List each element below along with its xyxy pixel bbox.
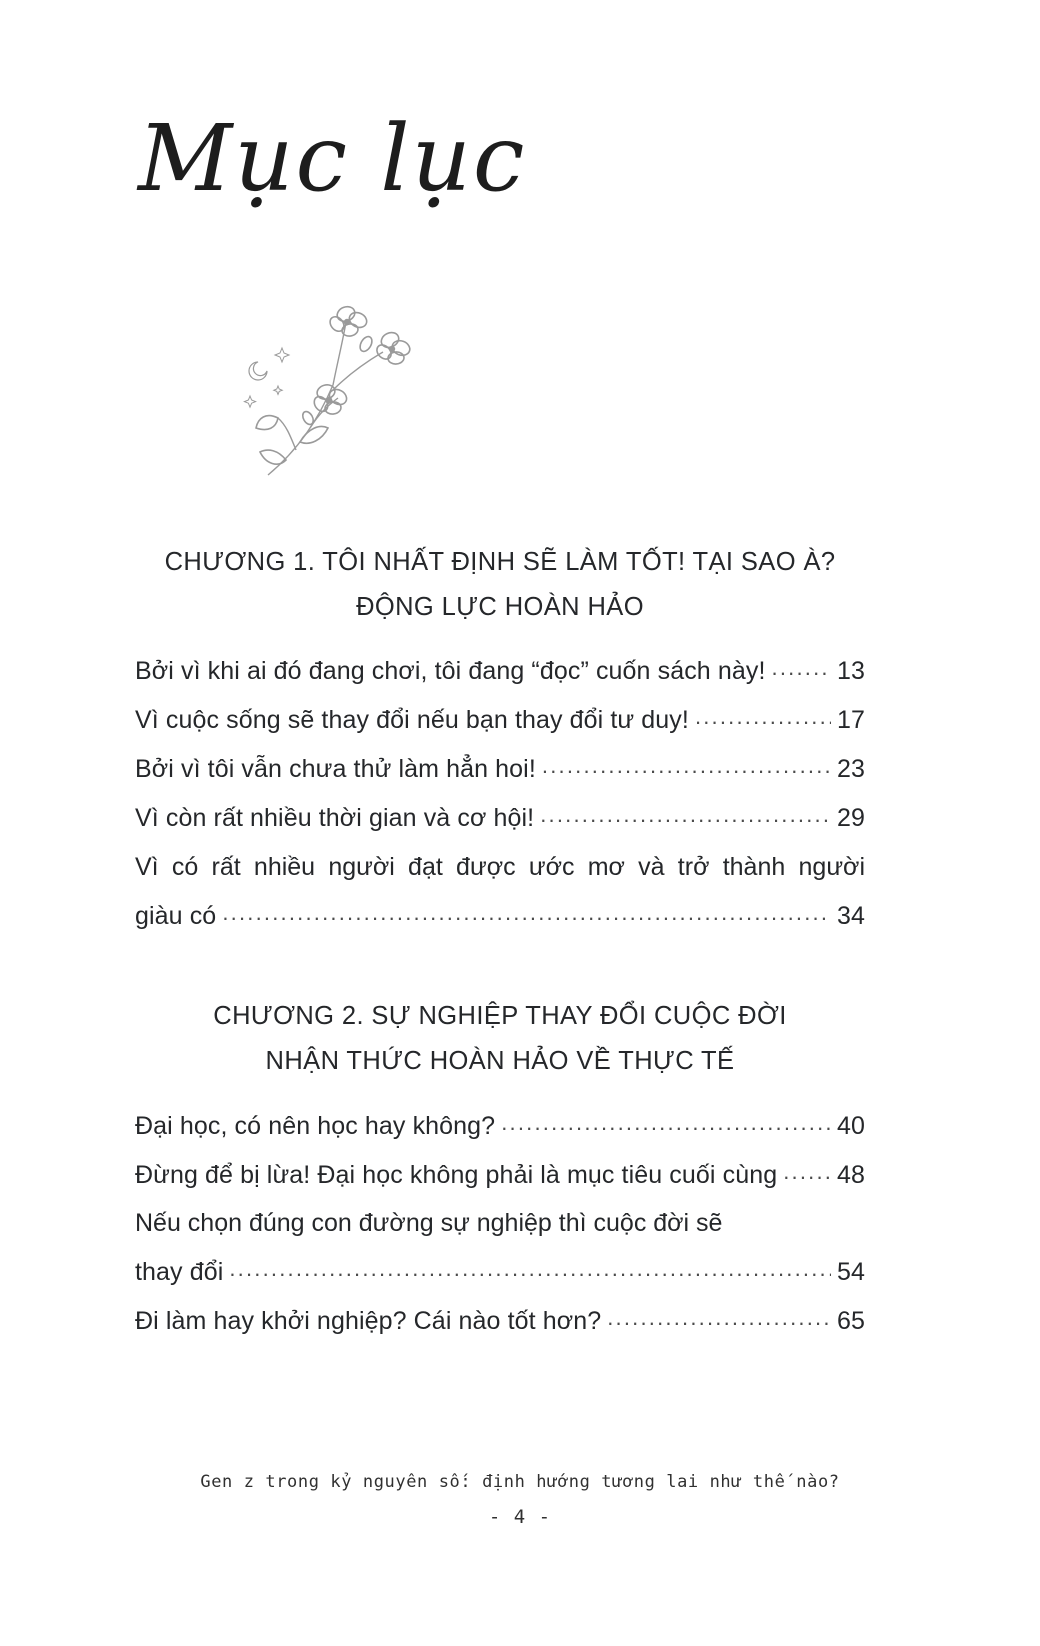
footer-book-title: Gen z trong kỷ nguyên số: định hướng tương lai như thế nào? [200,1472,840,1492]
toc-entry-page: 40 [836,1111,865,1140]
toc-entry-page: 13 [836,657,865,686]
toc-entry[interactable] [135,745,865,794]
toc-entry-text: Vì cuộc sống sẽ thay đổi nếu bạn thay đổi tư duy! [135,706,689,735]
toc-entry[interactable] [135,1151,865,1200]
toc-entry-text: Bởi vì tôi vẫn chưa thử làm hẳn hoi! [135,755,536,784]
chapter-block-1 [135,540,865,940]
chapter-heading-line1: CHƯƠNG 1. TÔI NHẤT ĐỊNH SẼ LÀM TỐT! TẠI SAO À? [164,548,836,576]
toc-entry-text: Đại học, có nên học hay không? [135,1111,496,1140]
table-of-contents [135,540,865,1354]
chapter-heading-line2: NHẬN THỨC HOÀN HẢO VỀ THỰC TẾ [265,1047,735,1076]
section-gap [135,948,865,994]
toc-entry-text: Vì còn rất nhiều thời gian và cơ hội! [135,804,535,833]
toc-entry-page: 54 [836,1258,865,1287]
toc-entry[interactable] [135,1199,865,1297]
toc-entry-page: 48 [836,1160,865,1189]
page-footer [0,1472,1040,1528]
toc-entry-text-line1: Nếu chọn đúng con đường sự nghiệp thì cuộc đời sẽ [135,1209,723,1238]
toc-entry-page: 29 [836,804,865,833]
toc-leader [695,696,831,739]
toc-entry-page: 23 [836,755,865,784]
toc-leader [501,1102,831,1145]
toc-entry-text-line2: giàu có [135,901,217,930]
toc-entry-page: 34 [836,901,865,930]
page-title: Mục lục [138,105,527,212]
chapter-heading-1 [135,540,865,629]
toc-entry-page: 65 [836,1307,865,1336]
toc-leader [222,892,831,935]
toc-leader [542,745,831,788]
toc-entry-text-line2: thay đổi [135,1258,224,1287]
toc-entry-text: Bởi vì khi ai đó đang chơi, tôi đang “đọc” cuốn sách này! [135,657,766,686]
toc-entry-page: 17 [836,706,865,735]
toc-entry-text: Đừng để bị lừa! Đại học không phải là mục tiêu cuối cùng [135,1160,778,1189]
chapter-heading-line1: CHƯƠNG 2. SỰ NGHIỆP THAY ĐỔI CUỘC ĐỜI [213,1002,787,1031]
toc-entry[interactable] [135,843,865,941]
chapter-heading-2 [135,994,865,1083]
footer-page-number: - 4 - [488,1506,552,1528]
toc-entry[interactable] [135,696,865,745]
toc-leader [772,647,831,690]
toc-leader [229,1248,831,1291]
toc-leader [607,1297,831,1340]
toc-leader [783,1151,831,1194]
toc-entry[interactable] [135,1102,865,1151]
chapter-block-2 [135,994,865,1346]
flower-sprig-icon [238,300,428,480]
toc-leader [540,794,831,837]
toc-entry[interactable] [135,1297,865,1346]
toc-entry-text-line1: Vì có rất nhiều người đạt được ước mơ và trở thành người [135,852,865,881]
toc-entry[interactable] [135,647,865,696]
chapter-heading-line2: ĐỘNG LỰC HOÀN HẢO [356,592,644,621]
toc-entry-text: Đi làm hay khởi nghiệp? Cái nào tốt hơn? [135,1307,602,1336]
toc-entry[interactable] [135,794,865,843]
